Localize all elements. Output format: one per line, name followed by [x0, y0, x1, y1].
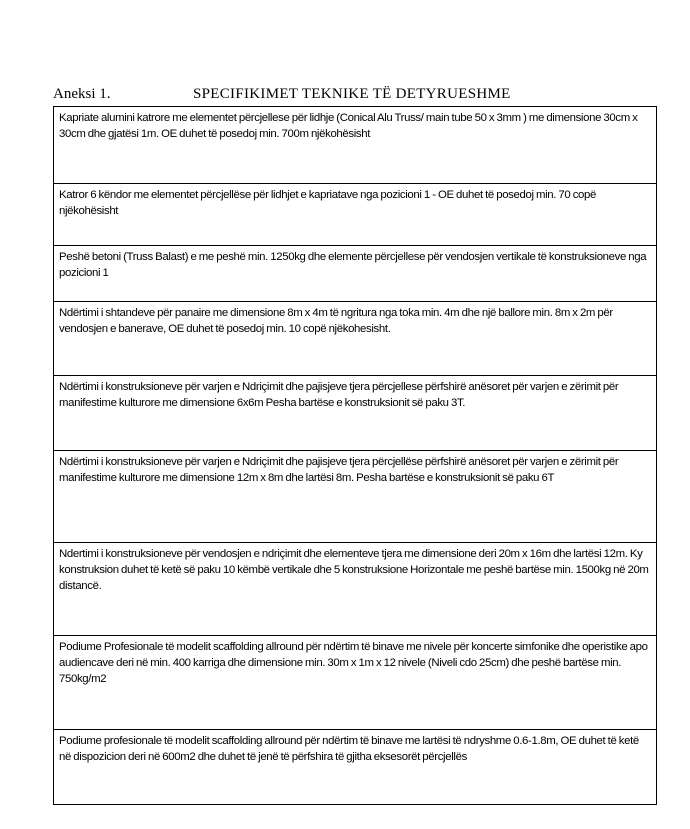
spec-cell: Podiume profesionale të modelit scaffolding allround për ndërtim të binave me lartësi të ndryshme 0.6-1.8m, OE duhet të ketë në dispozicion deri në 600m2 dhe duhet të jenë të përfshira të gjitha eksesorët përcjellës [54, 730, 657, 805]
spec-cell: Podiume Profesionale të modelit scaffolding allround për ndërtim të binave me nivele për koncerte simfonike dhe operistike apo audiencave deri në min. 400 karriga dhe dimensione min. 30m x 1m x 12 nivele (Niveli cdo 25cm) dhe peshë bartëse min. 750kg/m2 [54, 636, 657, 730]
table-row [54, 730, 657, 805]
table-row [54, 376, 657, 451]
table-row [54, 107, 657, 184]
table-row [54, 451, 657, 543]
table-row [54, 636, 657, 730]
spec-cell: Katror 6 këndor me elementet përcjellëse për lidhjet e kapriatave nga pozicioni 1 - OE duhet të posedoj min. 70 copë njëkohësisht [54, 184, 657, 246]
table-row [54, 246, 657, 302]
document-title: SPECIFIKIMET TEKNIKE TË DETYRUESHME [193, 86, 511, 102]
spec-cell: Kapriate alumini katrore me elementet përcjellese për lidhje (Conical Alu Truss/ main tube 50 x 3mm ) me dimensione 30cm x 30cm dhe gjatësi 1m. OE duhet të posedoj min. 700m njëkohësisht [54, 107, 657, 184]
spec-cell: Ndërtimi i konstruksioneve për varjen e Ndriçimit dhe pajisjeve tjera përcjellese përfshirë anësoret për varjen e zërimit për manifestime kulturore me dimensione 6x6m Pesha bartëse e konstruksionit së paku 3T. [54, 376, 657, 451]
specifications-table [53, 106, 657, 805]
table-row [54, 543, 657, 636]
spec-cell: Peshë betoni (Truss Balast) e me peshë min. 1250kg dhe elemente përcjellese për vendosjen vertikale të konstruksioneve nga pozicioni 1 [54, 246, 657, 302]
spec-cell: Ndërtimi i konstruksioneve për varjen e Ndriçimit dhe pajisjeve tjera përcjellëse përfshirë anësoret për varjen e zërimit për manifestime kulturore me dimensione 12m x 8m dhe lartësi 8m. Pesha bartëse e konstruksionit së paku 6T [54, 451, 657, 543]
spec-cell: Ndertimi i konstruksioneve për vendosjen e ndriçimit dhe elementeve tjera me dimensione deri 20m x 16m dhe lartësi 12m. Ky konstruksion duhet të ketë së paku 10 këmbë vertikale dhe 5 konstruksione Horizontale me peshë bartëse min. 1500kg në 20m distancë. [54, 543, 657, 636]
table-row [54, 302, 657, 376]
table-row [54, 184, 657, 246]
spec-cell: Ndërtimi i shtandeve për panaire me dimensione 8m x 4m të ngritura nga toka min. 4m dhe një ballore min. 8m x 2m për vendosjen e banerave, OE duhet të posedoj min. 10 copë njëkohesisht. [54, 302, 657, 376]
annex-label: Aneksi 1. [53, 86, 111, 102]
